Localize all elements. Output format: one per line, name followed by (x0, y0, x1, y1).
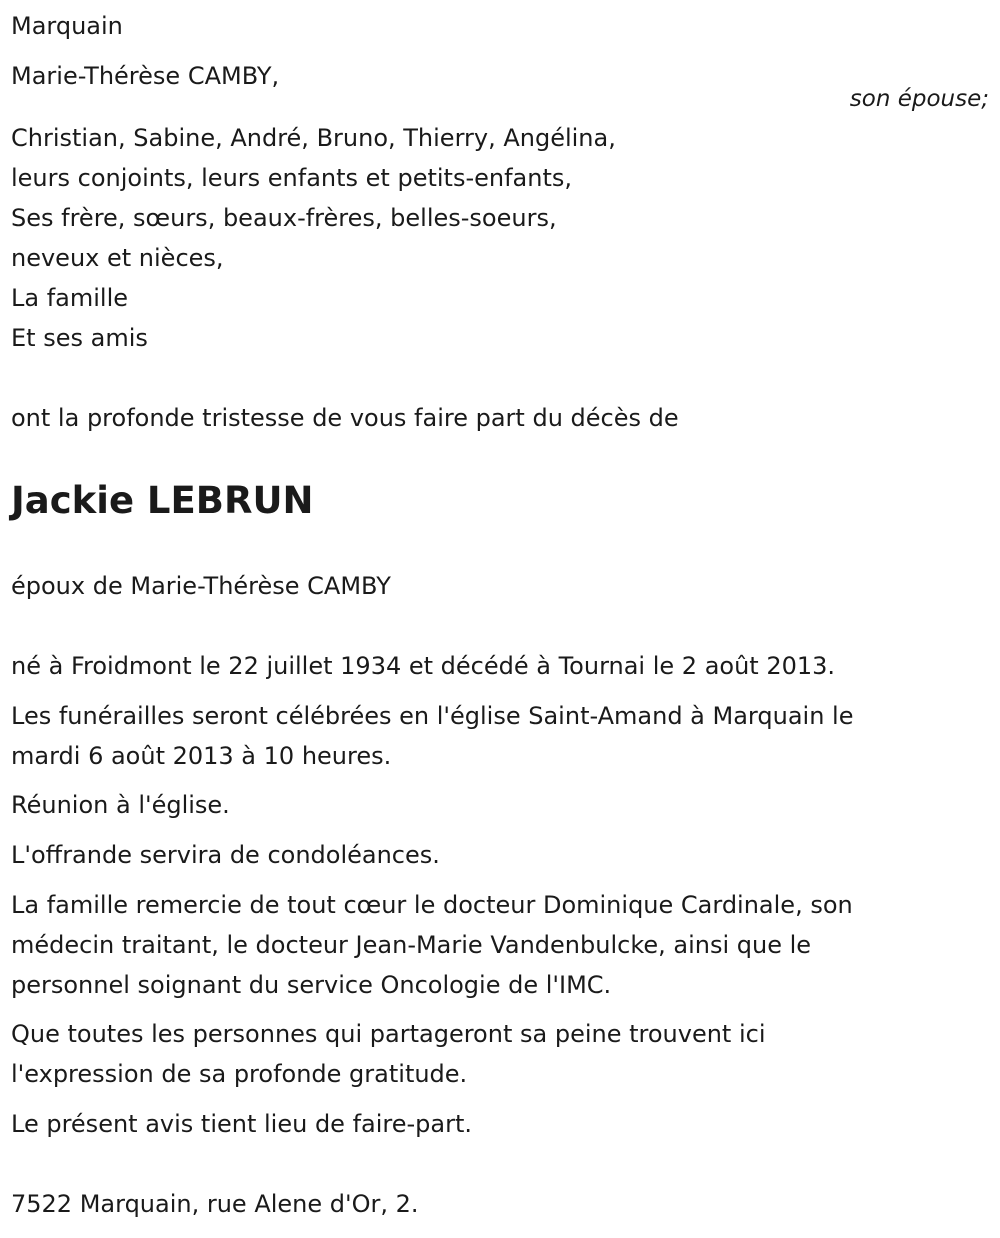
family-member-line: Et ses amis (11, 324, 148, 352)
address-text: 7522 Marquain, rue Alene d'Or, 2. (11, 1190, 419, 1218)
announcement-text: ont la profonde tristesse de vous faire part du décès de (11, 404, 679, 432)
gratitude-text-line: l'expression de sa profonde gratitude. (11, 1060, 468, 1088)
thanks-text-line: personnel soignant du service Oncologie de l'IMC. (11, 971, 612, 999)
funeral-text-line: mardi 6 août 2013 à 10 heures. (11, 742, 392, 770)
thanks-text-line: médecin traitant, le docteur Jean-Marie Vandenbulcke, ainsi que le (11, 931, 812, 959)
spouse-of-text: époux de Marie-Thérèse CAMBY (11, 572, 391, 600)
deceased-name: Jackie LEBRUN (11, 479, 314, 522)
funeral-text-line: Les funérailles seront célébrées en l'église Saint-Amand à Marquain le (11, 702, 854, 730)
family-member-line: Ses frère, sœurs, beaux-frères, belles-soeurs, (11, 204, 557, 232)
family-member-line: Christian, Sabine, André, Bruno, Thierry, Angélina, (11, 124, 616, 152)
gratitude-text-line: Que toutes les personnes qui partageront sa peine trouvent ici (11, 1020, 766, 1048)
place-heading: Marquain (11, 12, 123, 40)
family-member-line: neveux et nièces, (11, 244, 224, 272)
family-member-line: leurs conjoints, leurs enfants et petits-enfants, (11, 164, 573, 192)
birth-death-text: né à Froidmont le 22 juillet 1934 et décédé à Tournai le 2 août 2013. (11, 652, 836, 680)
wife-name: Marie-Thérèse CAMBY, (11, 62, 280, 90)
offering-text: L'offrande servira de condoléances. (11, 841, 440, 869)
notice-text: Le présent avis tient lieu de faire-part. (11, 1110, 473, 1138)
meeting-text: Réunion à l'église. (11, 791, 230, 819)
thanks-text-line: La famille remercie de tout cœur le docteur Dominique Cardinale, son (11, 891, 853, 919)
wife-role: son épouse; (849, 86, 989, 112)
family-member-line: La famille (11, 284, 129, 312)
